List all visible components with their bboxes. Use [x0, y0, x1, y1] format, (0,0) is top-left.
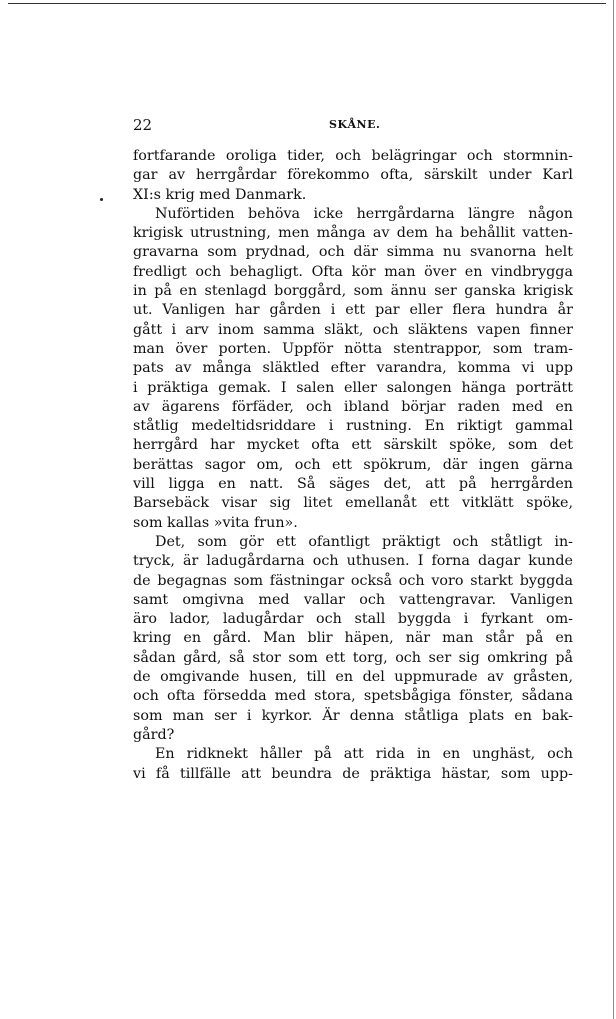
text-line: de begagnas som fästningar också och voro starkt byggda: [133, 572, 573, 589]
section-title: SKÅNE.: [329, 118, 381, 131]
text-line: herrgård har mycket ofta ett särskilt spöke, som det: [133, 437, 573, 454]
text-line: som kallas »vita frun».: [133, 514, 298, 531]
text-line: pats av många släktled efter varandra, komma vi upp: [133, 360, 573, 377]
text-line: ståtlig medeltidsriddare i rustning. En riktigt gammal: [133, 418, 573, 435]
text-line: fortfarande oroliga tider, och belägringar och stormnin-: [133, 148, 573, 164]
text-line: in på en stenlagd borggård, som ännu ser ganska krigisk: [133, 283, 573, 300]
text-line: krigisk utrustning, men många av dem ha behållit vatten-: [133, 225, 573, 242]
text-line: tryck, är ladugårdarna och uthusen. I forna dagar kunde: [133, 553, 573, 570]
text-line: Det, som gör ett ofantligt präktigt och ståtligt in-: [155, 533, 573, 550]
text-line: som man ser i kyrkor. Är denna ståtliga plats en bak-: [133, 707, 573, 724]
text-line: En ridknekt håller på att rida in en unghäst, och: [155, 746, 573, 763]
text-line: av ägarens förfäder, och ibland börjar raden med en: [133, 398, 573, 415]
text-line: gravarna som prydnad, och där simma nu svanorna helt: [133, 244, 573, 261]
text-line: gård?: [133, 726, 175, 743]
top-edge-rule: [8, 3, 606, 4]
text-line: Nuförtiden behöva icke herrgårdarna längre någon: [155, 205, 573, 222]
text-line: gar av herrgårdar förekommo ofta, särskilt under Karl: [133, 167, 573, 184]
text-line: kring en gård. Man blir häpen, när man står på en: [133, 630, 573, 647]
text-line: och ofta försedda med stora, spetsbågiga fönster, sådana: [133, 688, 573, 705]
text-line: fredligt och behagligt. Ofta kör man över en vindbrygga: [133, 263, 573, 280]
text-line: vi få tillfälle att beundra de präktiga hästar, som upp-: [133, 765, 573, 782]
margin-mark: [100, 198, 103, 201]
text-line: äro lador, ladugårdar och stall byggda i fyrkant om-: [133, 611, 573, 628]
body-text: [133, 147, 573, 784]
page-number: 22: [133, 116, 153, 134]
text-line: i präktiga gemak. I salen eller salongen hänga porträtt: [133, 379, 573, 396]
text-line: Barsebäck visar sig litet emellanåt ett vitklätt spöke,: [133, 495, 573, 512]
running-head: [133, 116, 573, 136]
text-line: gått i arv inom samma släkt, och släktens vapen finner: [133, 321, 573, 338]
text-line: XI:s krig med Danmark.: [133, 186, 307, 203]
page-edge-line: [613, 0, 614, 1019]
text-line: de omgivande husen, till en del uppmurade av gråsten,: [133, 669, 573, 686]
text-line: berättas sagor om, och ett spökrum, där ingen gärna: [133, 456, 573, 473]
text-line: ut. Vanligen har gården i ett par eller flera hundra år: [133, 302, 573, 319]
text-line: sådan gård, så stor som ett torg, och ser sig omkring på: [133, 649, 573, 666]
text-line: vill ligga en natt. Så säges det, att på herrgården: [133, 476, 573, 493]
text-line: samt omgivna med vallar och vattengravar. Vanligen: [133, 591, 573, 608]
text-line: man över porten. Uppför nötta stentrappor, som tram-: [133, 340, 573, 357]
